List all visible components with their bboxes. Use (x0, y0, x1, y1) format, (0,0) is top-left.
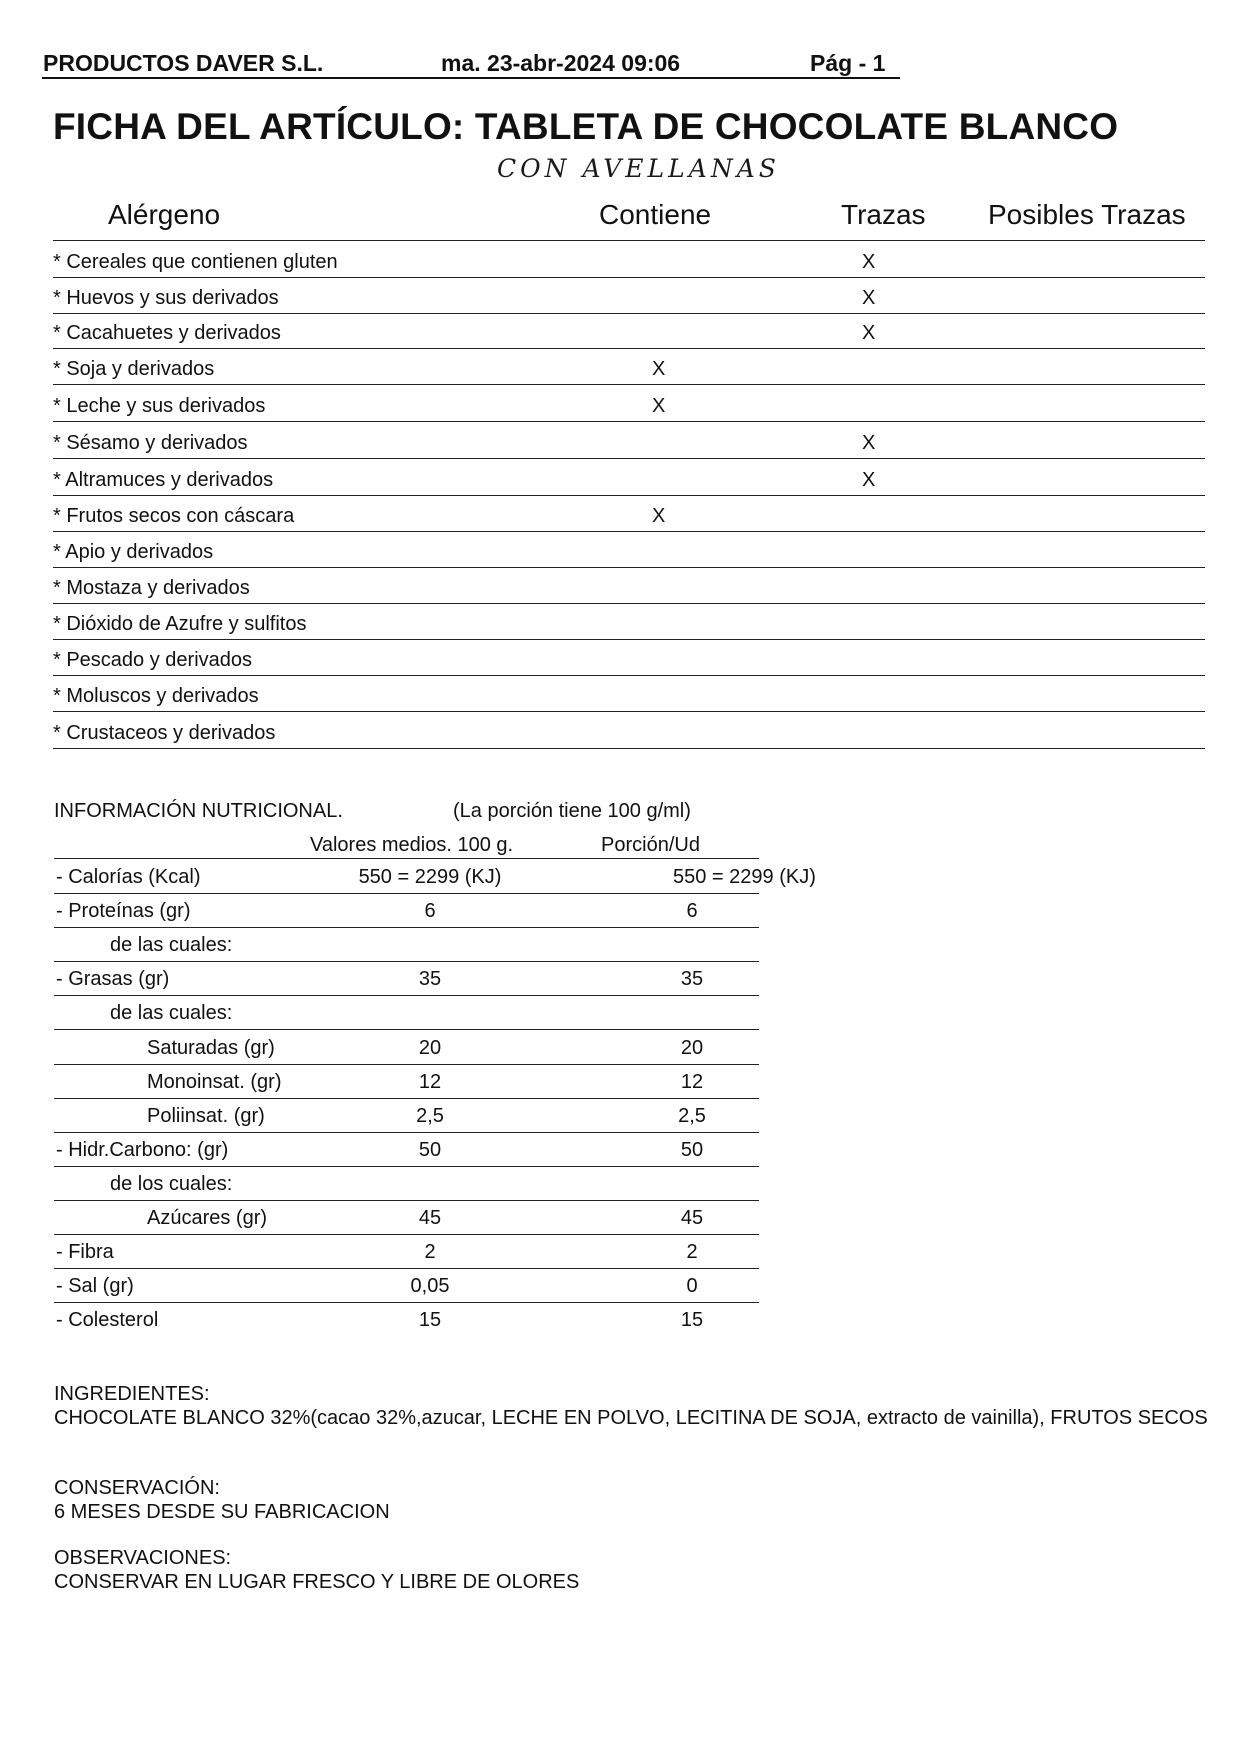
allergen-header-rule (53, 240, 1205, 241)
allergen-name: * Dióxido de Azufre y sulfitos (53, 613, 307, 635)
allergen-name: * Pescado y derivados (53, 649, 253, 671)
nutrition-value-100g: 0,05 (410, 1275, 450, 1297)
nutrition-row-rule (54, 961, 759, 962)
allergen-row-rule (53, 603, 1205, 604)
allergen-contiene-mark: X (652, 505, 666, 527)
allergen-trazas-mark: X (862, 469, 876, 491)
nutrition-row-rule (54, 1302, 759, 1303)
conservation-label: CONSERVACIÓN: (54, 1477, 220, 1499)
nutrition-row-rule (54, 1029, 759, 1030)
nutrition-heading: INFORMACIÓN NUTRICIONAL. (54, 800, 343, 822)
allergen-name: * Cereales que contienen gluten (53, 251, 338, 273)
nutrition-row-rule (54, 1200, 759, 1201)
allergen-name: * Soja y derivados (53, 358, 215, 380)
allergen-row-rule (53, 639, 1205, 640)
nutrition-label: de las cuales: (110, 934, 233, 956)
observations-label: OBSERVACIONES: (54, 1547, 232, 1569)
header-underline (42, 77, 900, 79)
nutrition-row-rule (54, 1064, 759, 1065)
allergen-header-contiene: Contiene (599, 199, 712, 230)
ingredients-text: CHOCOLATE BLANCO 32%(cacao 32%,azucar, LECHE EN POLVO, LECITINA DE SOJA, extracto de vainilla), FRUTOS SECOS (54, 1407, 1208, 1429)
allergen-name: * Leche y sus derivados (53, 395, 266, 417)
allergen-contiene-mark: X (652, 358, 666, 380)
allergen-header-posibles: Posibles Trazas (988, 199, 1186, 230)
nutrition-value-portion: 45 (680, 1207, 704, 1229)
nutrition-label: Poliinsat. (gr) (147, 1105, 265, 1127)
allergen-row-rule (53, 313, 1205, 314)
nutrition-value-100g: 35 (418, 968, 442, 990)
allergen-name: * Altramuces y derivados (53, 469, 274, 491)
allergen-row-rule (53, 384, 1205, 385)
nutrition-value-portion: 20 (680, 1037, 704, 1059)
allergen-row-rule (53, 748, 1205, 749)
nutrition-value-100g: 45 (418, 1207, 442, 1229)
allergen-name: * Moluscos y derivados (53, 685, 259, 707)
allergen-trazas-mark: X (862, 322, 876, 344)
conservation-text: 6 MESES DESDE SU FABRICACION (54, 1501, 390, 1523)
allergen-header-trazas: Trazas (841, 199, 926, 230)
allergen-row-rule (53, 458, 1205, 459)
nutrition-value-portion: 15 (680, 1309, 704, 1331)
allergen-row-rule (53, 421, 1205, 422)
nutrition-label: - Proteínas (gr) (56, 900, 191, 922)
nutrition-value-100g: 6 (424, 900, 436, 922)
allergen-row-rule (53, 567, 1205, 568)
nutrition-label: - Calorías (Kcal) (56, 866, 201, 888)
nutrition-value-100g: 550 = 2299 (KJ) (358, 866, 502, 888)
allergen-row-rule (53, 277, 1205, 278)
allergen-row-rule (53, 711, 1205, 712)
nutrition-value-portion: 2,5 (678, 1105, 706, 1127)
allergen-name: * Sésamo y derivados (53, 432, 248, 454)
nutrition-label: Azúcares (gr) (147, 1207, 268, 1229)
nutrition-row-rule (54, 1098, 759, 1099)
nutrition-label: de las cuales: (110, 1002, 233, 1024)
nutrition-row-rule (54, 1268, 759, 1269)
allergen-row-rule (53, 675, 1205, 676)
nutrition-row-rule (54, 995, 759, 996)
allergen-name: * Cacahuetes y derivados (53, 322, 281, 344)
nutrition-value-portion: 12 (680, 1071, 704, 1093)
nutrition-value-100g: 12 (418, 1071, 442, 1093)
print-datetime: ma. 23-abr-2024 09:06 (441, 50, 681, 76)
nutrition-value-portion: 2 (686, 1241, 698, 1263)
page-number: Pág - 1 (810, 50, 886, 76)
allergen-name: * Huevos y sus derivados (53, 287, 279, 309)
nutrition-value-portion: 6 (686, 900, 698, 922)
nutrition-header-portion: Porción/Ud (601, 834, 700, 856)
portion-note: (La porción tiene 100 g/ml) (453, 800, 691, 822)
allergen-name: * Frutos secos con cáscara (53, 505, 295, 527)
nutrition-value-portion: 35 (680, 968, 704, 990)
allergen-name: * Apio y derivados (53, 541, 214, 563)
nutrition-row-rule (54, 1234, 759, 1235)
nutrition-header-100g: Valores medios. 100 g. (310, 834, 514, 856)
allergen-contiene-mark: X (652, 395, 666, 417)
ingredients-label: INGREDIENTES: (54, 1383, 210, 1405)
nutrition-value-100g: 15 (418, 1309, 442, 1331)
nutrition-value-portion: 50 (680, 1139, 704, 1161)
allergen-name: * Mostaza y derivados (53, 577, 250, 599)
company-name: PRODUCTOS DAVER S.L. (43, 50, 324, 76)
nutrition-row-rule (54, 1132, 759, 1133)
nutrition-label: - Grasas (gr) (56, 968, 170, 990)
allergen-header-name: Alérgeno (108, 199, 221, 230)
nutrition-value-100g: 2,5 (416, 1105, 444, 1127)
allergen-row-rule (53, 495, 1205, 496)
nutrition-value-100g: 50 (418, 1139, 442, 1161)
allergen-trazas-mark: X (862, 251, 876, 273)
nutrition-label: - Hidr.Carbono: (gr) (56, 1139, 229, 1161)
nutrition-row-rule (54, 893, 759, 894)
handwritten-note: CON AVELLANAS (497, 154, 780, 183)
nutrition-label: Monoinsat. (gr) (147, 1071, 282, 1093)
nutrition-label: - Sal (gr) (56, 1275, 134, 1297)
nutrition-label: de los cuales: (110, 1173, 233, 1195)
nutrition-value-portion: 0 (686, 1275, 698, 1297)
nutrition-label: - Fibra (56, 1241, 114, 1263)
nutrition-label: Saturadas (gr) (147, 1037, 275, 1059)
page-title: FICHA DEL ARTÍCULO: TABLETA DE CHOCOLATE BLANCO (53, 106, 1119, 147)
allergen-name: * Crustaceos y derivados (53, 722, 276, 744)
nutrition-value-100g: 2 (424, 1241, 436, 1263)
allergen-trazas-mark: X (862, 287, 876, 309)
nutrition-value-100g: 20 (418, 1037, 442, 1059)
nutrition-label: - Colesterol (56, 1309, 159, 1331)
observations-text: CONSERVAR EN LUGAR FRESCO Y LIBRE DE OLORES (54, 1571, 580, 1593)
nutrition-row-rule (54, 1166, 759, 1167)
nutrition-value-portion: 550 = 2299 (KJ) (673, 866, 816, 888)
allergen-trazas-mark: X (862, 432, 876, 454)
allergen-row-rule (53, 348, 1205, 349)
allergen-row-rule (53, 531, 1205, 532)
nutrition-header-rule (54, 858, 759, 859)
nutrition-row-rule (54, 927, 759, 928)
